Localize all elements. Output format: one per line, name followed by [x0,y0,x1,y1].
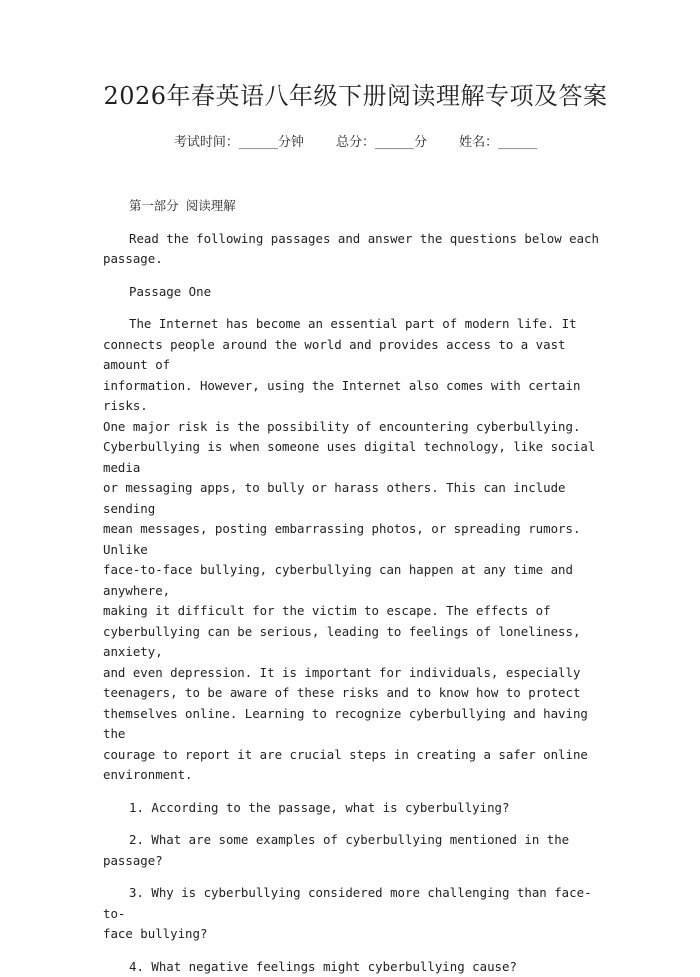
document-title: 2026年春英语八年级下册阅读理解专项及答案 [103,78,608,114]
total-score: 总分：______分 [336,135,427,150]
exam-time: 考试时间：______分钟 [174,135,304,150]
instructions-text: Read the following passages and answer the questions below each passage. [103,229,608,270]
document-body [103,196,608,977]
passage-text: The Internet has become an essential part of modern life. It connects people around the world and provides access to a vast amount of information. However, using the Internet also comes with certain risks. One major risk is the possibility of encountering cyberbullying. Cyberbullying is when someone uses digital technology, like social media or messaging apps, to bully or harass others. This can include sending mean messages, posting embarrassing photos, or spreading rumors. Unlike face-to-face bullying, cyberbullying can happen at any time and anywhere, making it difficult for the victim to escape. The effects of cyberbullying can be serious, leading to feelings of loneliness, anxiety, and even depression. It is important for individuals, especially teenagers, to be aware of these risks and to know how to protect themselves online. Learning to recognize cyberbullying and having the courage to report it are crucial steps in creating a safer online environment. [103,314,608,786]
section-heading: 第一部分 阅读理解 [103,196,608,217]
student-name: 姓名：______ [459,135,537,150]
question-item: 3. Why is cyberbullying considered more challenging than face-to- face bullying? [103,883,608,945]
document-page [103,78,608,977]
question-item: 1. According to the passage, what is cyberbullying? [103,798,608,819]
question-item: 4. What negative feelings might cyberbullying cause? [103,957,608,977]
exam-meta [103,134,608,152]
question-item: 2. What are some examples of cyberbullying mentioned in the passage? [103,830,608,871]
passage-label: Passage One [103,282,608,303]
